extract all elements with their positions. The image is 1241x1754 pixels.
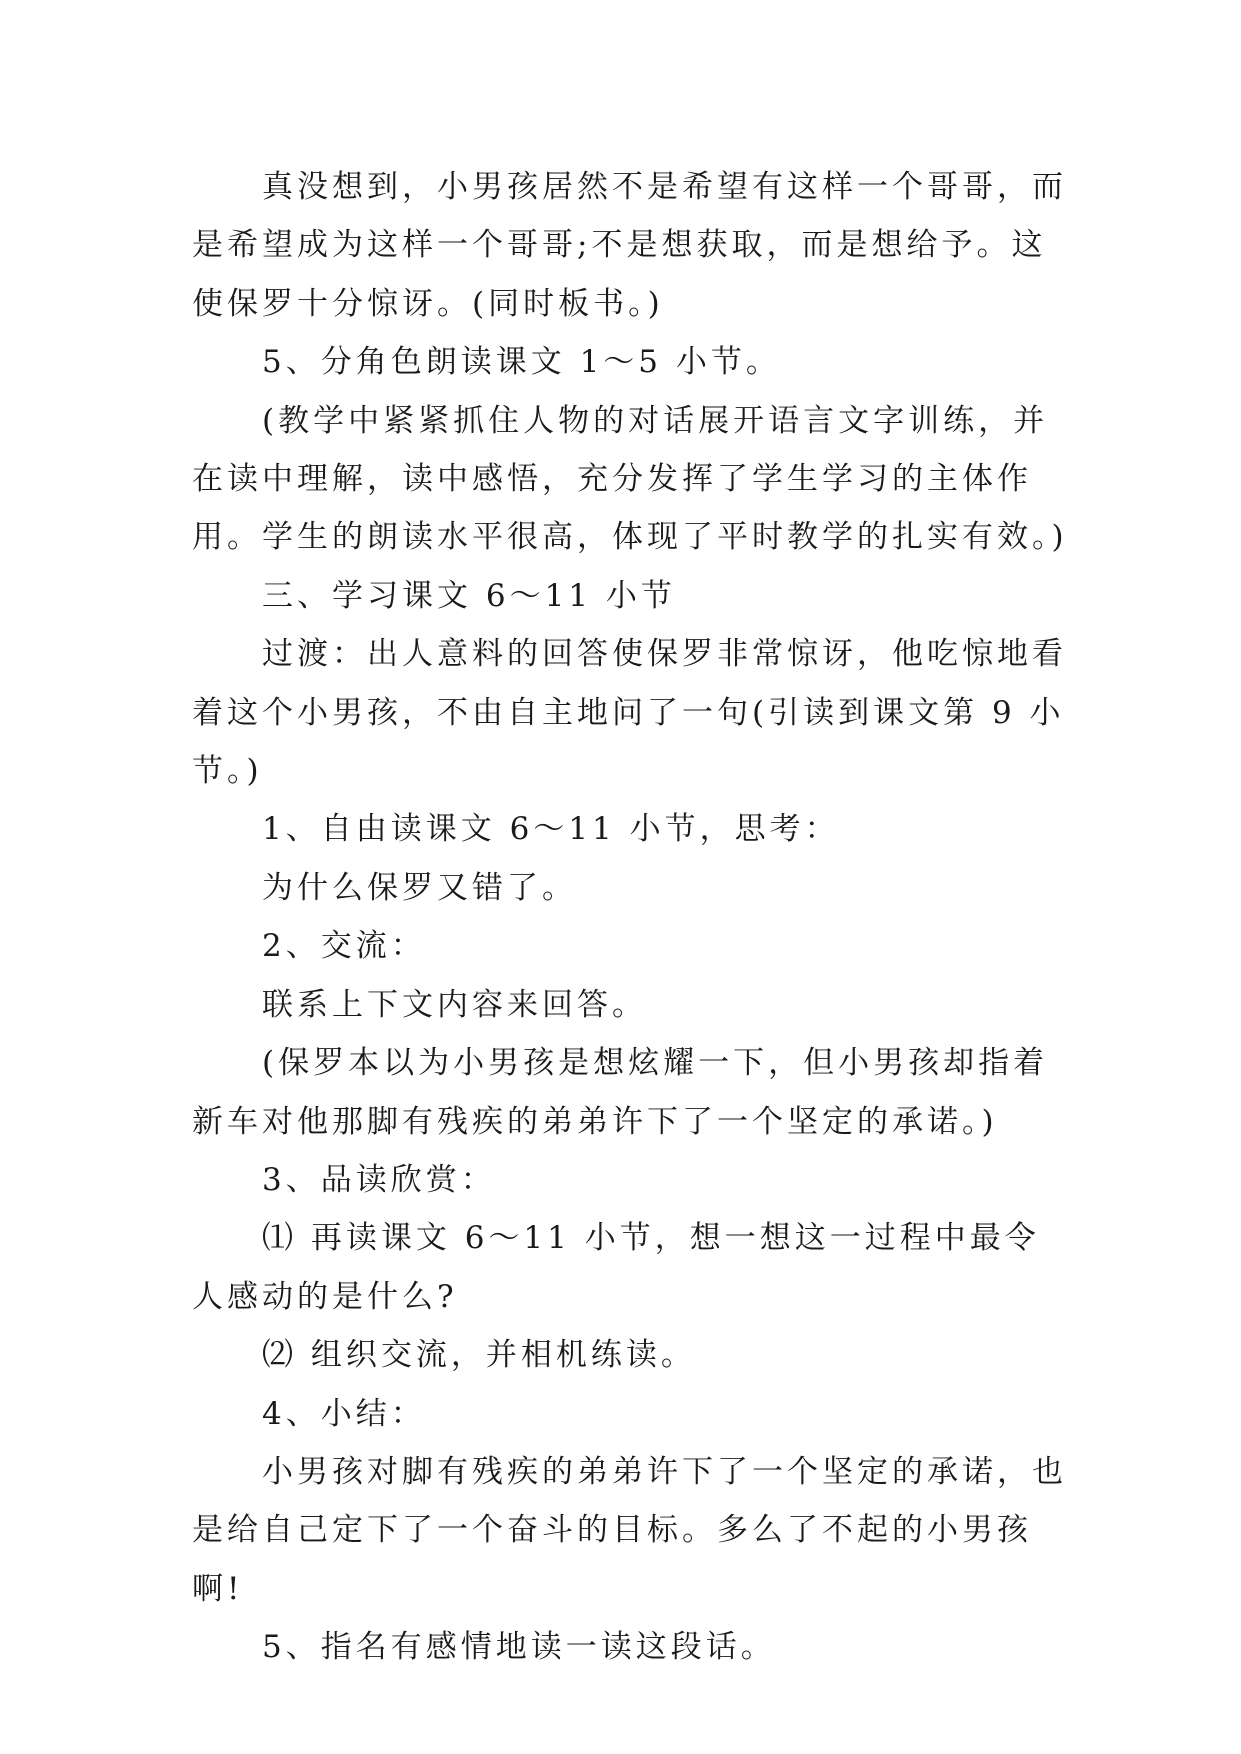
- paragraph: 真没想到，小男孩居然不是希望有这样一个哥哥，而是希望成为这样一个哥哥;不是想获取，而是想给予。这使保罗十分惊讶。(同时板书。): [192, 169, 1067, 322]
- paragraph: ⑵ 组织交流，并相机练读。: [262, 1337, 696, 1374]
- paragraph: (教学中紧紧抓住人物的对话展开语言文字训练，并在读中理解，读中感悟，充分发挥了学生学习的主体作用。学生的朗读水平很高，体现了平时教学的扎实有效。): [192, 402, 1068, 556]
- paragraph: (保罗本以为小男孩是想炫耀一下，但小男孩却指着新车对他那脚有残疾的弟弟许下了一个坚定的承诺。): [192, 1045, 1049, 1140]
- paragraph: 为什么保罗又错了。: [262, 869, 577, 906]
- paragraph: 2、交流：: [262, 928, 426, 965]
- section-heading: 三、学习课文 6～11 小节: [262, 577, 676, 614]
- paragraph: ⑴ 再读课文 6～11 小节，想一想这一过程中最令人感动的是什么?: [192, 1220, 1040, 1315]
- paragraph: 联系上下文内容来回答。: [262, 986, 647, 1023]
- paragraph: 过渡：出人意料的回答使保罗非常惊讶，他吃惊地看着这个小男孩，不由自主地问了一句(引读到课文第 9 小节。): [192, 636, 1067, 790]
- document-body: [192, 158, 1072, 1677]
- paragraph: 4、小结：: [262, 1395, 426, 1432]
- paragraph: 3、品读欣赏：: [262, 1161, 496, 1198]
- paragraph: 小男孩对脚有残疾的弟弟许下了一个坚定的承诺，也是给自己定下了一个奋斗的目标。多么了不起的小男孩啊!: [192, 1453, 1067, 1607]
- paragraph: 1、自由读课文 6～11 小节，思考：: [262, 811, 840, 848]
- paragraph: 5、指名有感情地读一读这段话。: [262, 1629, 776, 1666]
- paragraph: 5、分角色朗读课文 1～5 小节。: [262, 344, 781, 381]
